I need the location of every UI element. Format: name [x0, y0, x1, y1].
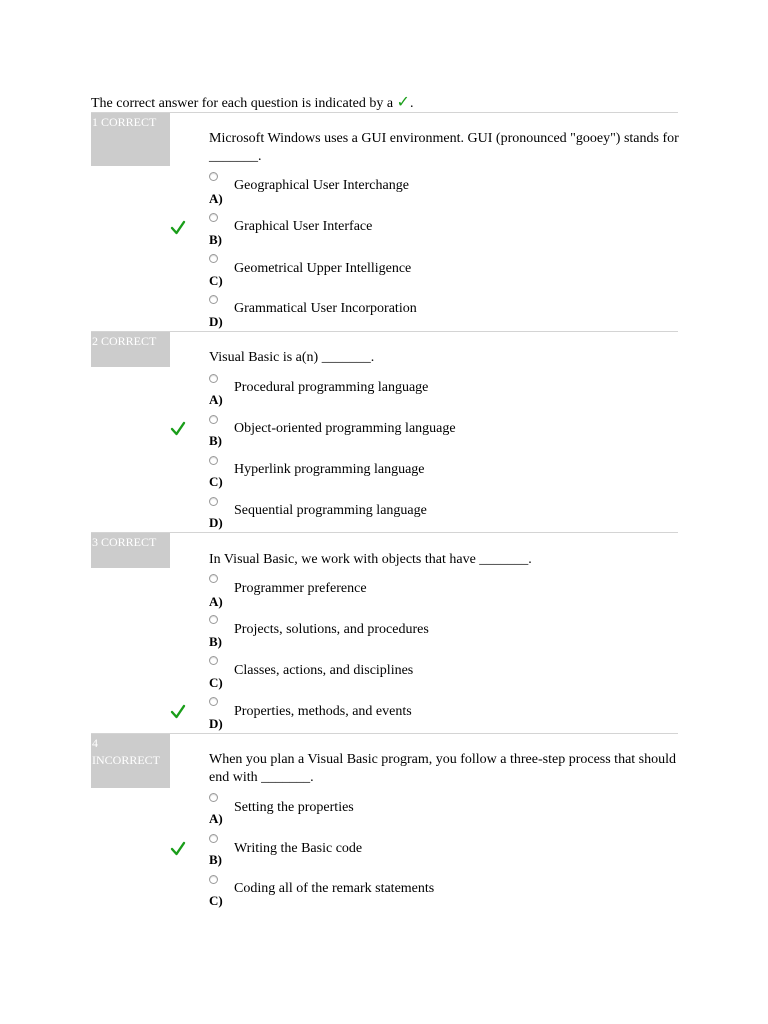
option-2a-text[interactable]: Procedural programming language: [234, 380, 429, 395]
option-4b-text[interactable]: Writing the Basic code: [234, 841, 363, 856]
option-1c-radio[interactable]: [209, 254, 218, 263]
status-label-line2: INCORRECT: [92, 753, 161, 767]
option-2b-text[interactable]: Object-oriented programming language: [234, 421, 456, 436]
check-icon: ✓: [396, 92, 410, 111]
option-4b-letter: B): [209, 852, 222, 867]
question-4-status-badge: [91, 734, 170, 788]
question-divider: [91, 112, 678, 113]
option-3c-radio[interactable]: [209, 656, 218, 665]
check-icon: [170, 421, 186, 437]
option-3b-radio[interactable]: [209, 615, 218, 624]
option-3c-letter: C): [209, 675, 223, 690]
question-3-text: In Visual Basic, we work with objects that have _______.: [209, 552, 532, 567]
option-1b-text[interactable]: Graphical User Interface: [234, 219, 373, 234]
question-4-text: When you plan a Visual Basic program, you follow a three-step process that should end with _______.: [209, 752, 677, 785]
option-2b-letter: B): [209, 433, 222, 448]
question-2-text: Visual Basic is a(n) _______.: [209, 350, 375, 365]
option-3d-text[interactable]: Properties, methods, and events: [234, 704, 412, 719]
option-4c-letter: C): [209, 893, 223, 908]
option-3c-text[interactable]: Classes, actions, and disciplines: [234, 663, 414, 678]
status-label-line1: 1 CORRECT: [92, 115, 157, 129]
check-icon: [170, 841, 186, 857]
option-3b-text[interactable]: Projects, solutions, and procedures: [234, 622, 429, 637]
option-4a-radio[interactable]: [209, 793, 218, 802]
option-1a-radio[interactable]: [209, 172, 218, 181]
option-1c-letter: C): [209, 273, 223, 288]
option-3a-letter: A): [209, 594, 223, 609]
option-1d-radio[interactable]: [209, 295, 218, 304]
option-2a-letter: A): [209, 392, 223, 407]
option-4c-radio[interactable]: [209, 875, 218, 884]
question-divider: [91, 532, 678, 533]
option-3d-letter: D): [209, 716, 223, 731]
option-2c-text[interactable]: Hyperlink programming language: [234, 462, 425, 477]
option-2d-letter: D): [209, 515, 223, 530]
option-1b-radio[interactable]: [209, 213, 218, 222]
option-4a-text[interactable]: Setting the properties: [234, 800, 354, 815]
question-divider: [91, 331, 678, 332]
question-2-status-badge: [91, 332, 170, 367]
option-1c-text[interactable]: Geometrical Upper Intelligence: [234, 261, 412, 276]
option-2b-radio[interactable]: [209, 415, 218, 424]
question-1-status-badge: [91, 113, 170, 166]
option-1a-letter: A): [209, 191, 223, 206]
instructions-line: [91, 93, 413, 113]
question-divider: [91, 733, 678, 734]
option-2c-letter: C): [209, 474, 223, 489]
question-3-status-badge: [91, 533, 170, 568]
option-2d-radio[interactable]: [209, 497, 218, 506]
status-label-line1: 3 CORRECT: [92, 535, 157, 549]
status-label-line1: 4: [92, 736, 98, 750]
option-1a-text[interactable]: Geographical User Interchange: [234, 178, 409, 193]
option-1d-text[interactable]: Grammatical User Incorporation: [234, 301, 417, 316]
option-3d-radio[interactable]: [209, 697, 218, 706]
check-icon: [170, 220, 186, 236]
option-3a-text[interactable]: Programmer preference: [234, 581, 367, 596]
option-4b-radio[interactable]: [209, 834, 218, 843]
option-2c-radio[interactable]: [209, 456, 218, 465]
option-3a-radio[interactable]: [209, 574, 218, 583]
option-4a-letter: A): [209, 811, 223, 826]
option-1b-letter: B): [209, 232, 222, 247]
option-3b-letter: B): [209, 634, 222, 649]
check-icon: [170, 704, 186, 720]
option-4c-text[interactable]: Coding all of the remark statements: [234, 881, 435, 896]
option-2d-text[interactable]: Sequential programming language: [234, 503, 427, 518]
instructions-period: .: [409, 96, 414, 111]
option-2a-radio[interactable]: [209, 374, 218, 383]
option-1d-letter: D): [209, 314, 223, 329]
question-1-text: Microsoft Windows uses a GUI environment. GUI (pronounced "gooey") stands for _______.: [209, 131, 679, 164]
instructions-text: The correct answer for each question is indicated by a: [91, 96, 394, 111]
status-label-line1: 2 CORRECT: [92, 334, 157, 348]
